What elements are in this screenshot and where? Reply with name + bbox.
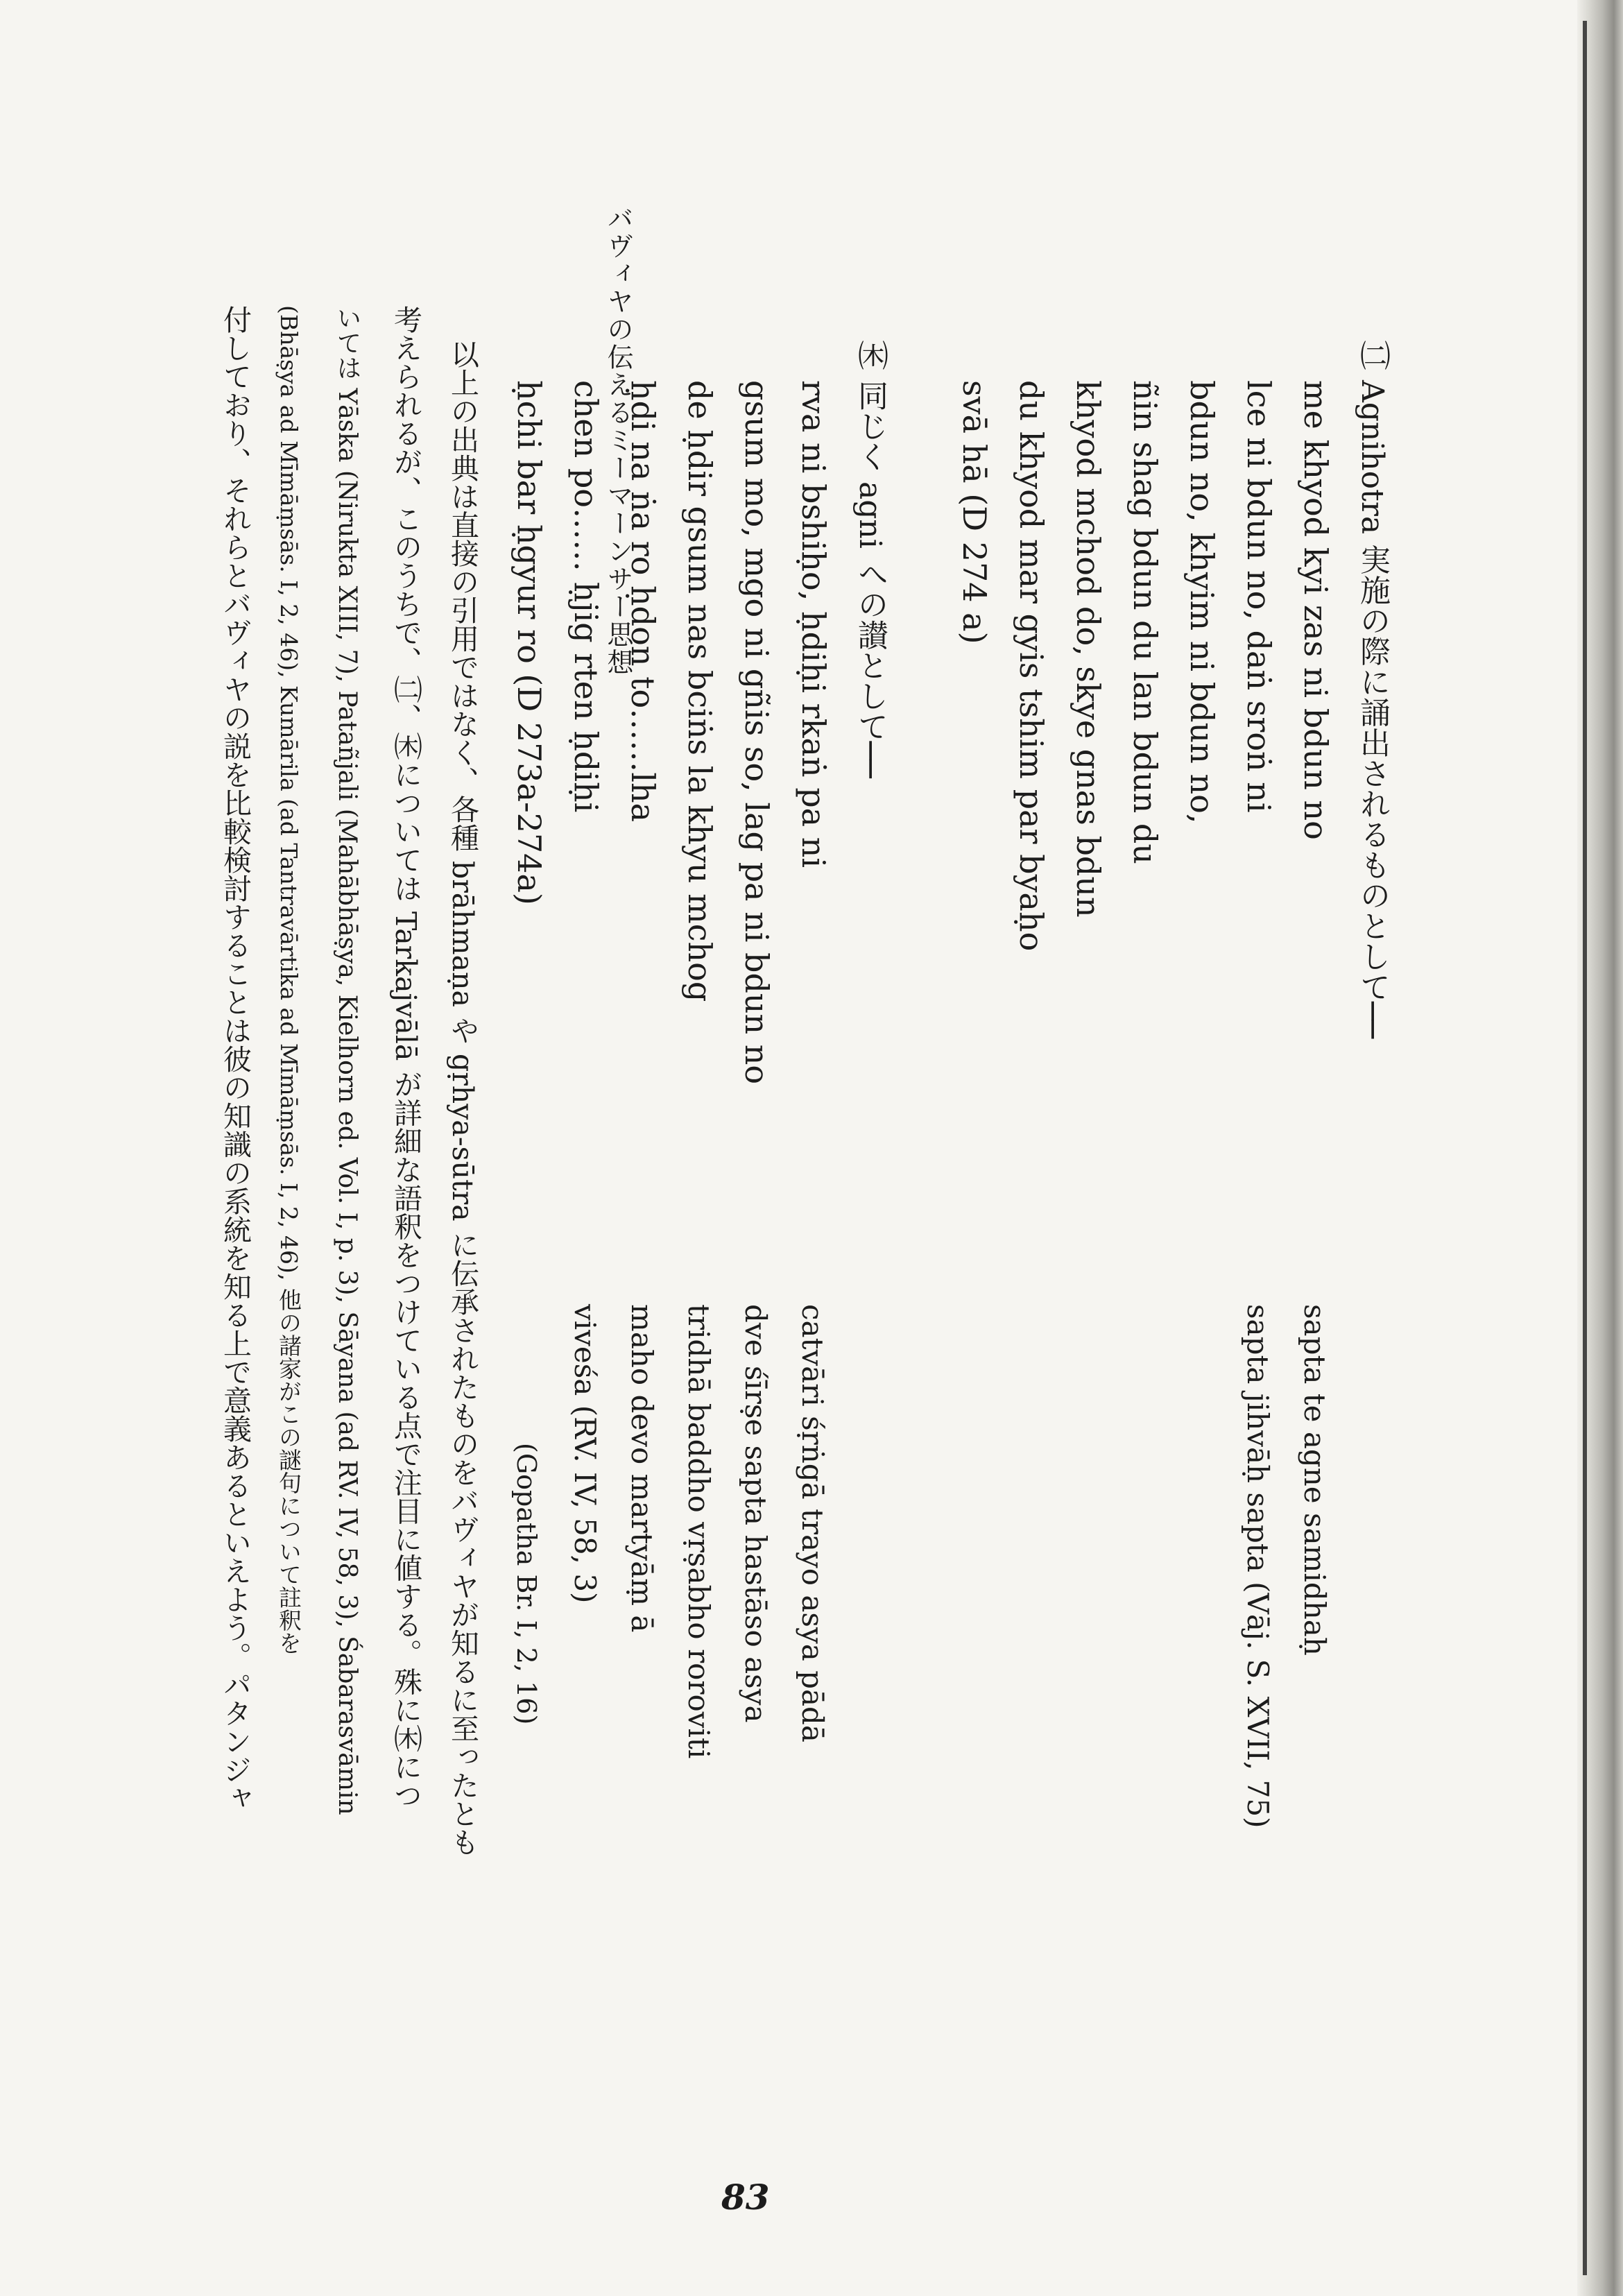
sanskrit-line: sapta te agne samidhaḥ	[1298, 1304, 1332, 1656]
tibetan-line: ñin shag bdun du lan bdun du	[1126, 380, 1164, 864]
section-ni-heading: ㈡ Agnihotra 実施の際に誦出されるものとして──	[1355, 340, 1390, 1039]
paragraph-line: 考えられるが、このうちで、㈡、㈭については Tarkajvālā が詳細な語釈をつけている点で注目に値する。殊に㈭につ	[389, 305, 422, 1810]
sanskrit-line: maho devo martyāṃ ā	[625, 1304, 659, 1633]
tibetan-line: svā hā (D 274 a)	[956, 380, 993, 644]
tibetan-line: chen po…… ḥjig rten ḥdiḥi	[567, 380, 605, 813]
tibetan-line: ḥdi na ṅa ro ḥdon to……lha	[624, 380, 662, 823]
paragraph-line: 以上の出典は直接の引用ではなく、各種 brāhmaṇa や gṛhya-sūtra に伝承されたものをバヴィヤが知るに至ったとも	[446, 340, 479, 1856]
source-reference: (Gopatha Br. I, 2, 16)	[511, 1443, 542, 1725]
tibetan-line: du khyod mar gyis tshim par byaḥo	[1013, 380, 1050, 952]
sanskrit-line: viveśa (RV. IV, 58, 3)	[568, 1304, 602, 1604]
tibetan-line: ḥchi bar ḥgyur ro (D 273a-274a)	[510, 380, 548, 905]
section-ho-heading: ㈭ 同じく agni への讃として──	[852, 340, 888, 778]
paragraph-line: いては Yāska (Nirukta XIII, 7), Patañjali (Mahābhāṣya, Kielhorn ed. Vol. I, p. 3), Sāyana (ad RV. IV, 58, 3), Śabarasvāmin	[333, 305, 361, 1815]
tibetan-line: gsum mo, mgo ni gñis so, lag pa ni bdun no	[738, 380, 775, 1085]
sanskrit-line: tridhā baddho vṛṣabho roroviti	[682, 1304, 716, 1759]
sanskrit-line: dve śīrṣe sapta hastāso asya	[739, 1304, 773, 1723]
sanskrit-line: sapta jihvāḥ sapta (Vāj. S. XVII, 75)	[1241, 1304, 1275, 1828]
tibetan-line: me khyod kyi zas ni bdun no	[1297, 380, 1334, 840]
tibetan-line: rva ni bshiḥo, ḥdiḥi rkaṅ pa ni	[795, 380, 832, 868]
paragraph-line: 付しており、それらとバヴィヤの説を比較検討することは彼の知識の系統を知る上で意義あるといえよう。パタンジャ	[218, 305, 252, 1813]
sanskrit-line: catvāri śṛṅgā trayo asya pādā	[796, 1304, 830, 1742]
paragraph-line: (Bhāṣya ad Mīmāṃsās. I, 2, 46), Kumārila (ad Tantravārtika ad Mīmāṃsās. I, 2, 46), 他の諸家がこの謎句について註釈を	[275, 305, 302, 1654]
page-number: 83	[721, 2177, 770, 2218]
running-head: バヴィヤの伝えるミーマーンサー思想	[603, 205, 633, 676]
tibetan-line: lce ni bdun no, daṅ sroṅ ni	[1240, 380, 1278, 813]
tibetan-line: de ḥdir gsum nas bciṅs la khyu mchog	[681, 380, 719, 1002]
scan-binding-line	[1583, 21, 1587, 2275]
tibetan-line: bdun no, khyim ni bdun no,	[1183, 380, 1221, 824]
tibetan-line: khyod mchod do, skye gnas bdun	[1070, 380, 1107, 918]
